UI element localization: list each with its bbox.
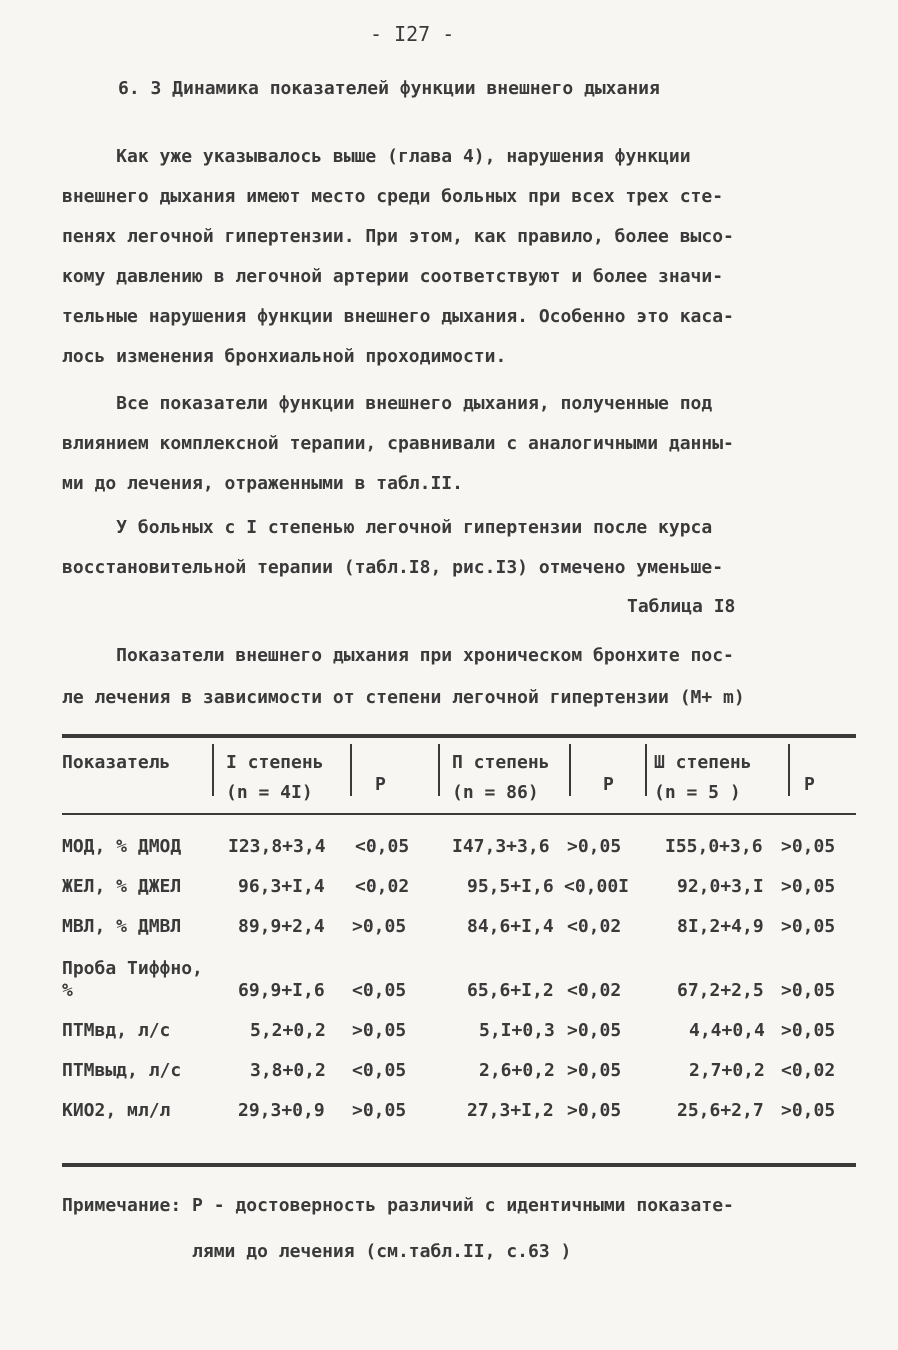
row-p-2: <0,02 — [567, 980, 622, 1001]
row-grade-2-value: 95,5+I,6 — [467, 876, 554, 897]
row-grade-3-value: I55,0+3,6 — [665, 836, 763, 857]
row-p-1: <0,05 — [355, 836, 410, 857]
row-p-2: >0,05 — [567, 1100, 622, 1121]
row-grade-3-value: 25,6+2,7 — [677, 1100, 764, 1121]
row-p-1: >0,05 — [352, 916, 407, 937]
row-indicator: КИО2, мл/л — [62, 1100, 171, 1121]
paragraph-line: Все показатели функции внешнего дыхания, полученные под — [62, 393, 713, 414]
table-label: Таблица I8 — [627, 596, 736, 617]
column-divider — [350, 744, 352, 796]
table-bottom-rule — [62, 1163, 856, 1167]
note-line: Примечание: P - достоверность различий с идентичными показате- — [62, 1195, 734, 1216]
row-indicator: Проба Тиффно, % — [62, 958, 203, 1001]
row-grade-2-value: 5,I+0,3 — [479, 1020, 555, 1041]
paragraph-line: ми до лечения, отраженными в табл.II. — [62, 473, 463, 494]
paragraph-line: У больных с I степенью легочной гипертензии после курса — [62, 517, 713, 538]
row-grade-2-value: 27,3+I,2 — [467, 1100, 554, 1121]
row-p-3: >0,05 — [781, 876, 836, 897]
header-p-3: P — [804, 774, 815, 795]
row-grade-2-value: 2,6+0,2 — [479, 1060, 555, 1081]
row-p-3: >0,05 — [781, 836, 836, 857]
row-grade-3-value: 92,0+3,I — [677, 876, 764, 897]
row-grade-1-value: 69,9+I,6 — [238, 980, 325, 1001]
header-grade-3-n: (n = 5 ) — [654, 782, 741, 803]
row-grade-1-value: I23,8+3,4 — [228, 836, 326, 857]
header-p-2: P — [603, 774, 614, 795]
table-caption — [62, 635, 745, 719]
row-grade-1-value: 96,3+I,4 — [238, 876, 325, 897]
page-number: - I27 - — [370, 22, 455, 46]
row-p-3: >0,05 — [781, 1100, 836, 1121]
row-grade-1-value: 5,2+0,2 — [250, 1020, 326, 1041]
paragraph-line: влиянием комплексной терапии, сравнивали с аналогичными данны- — [62, 433, 734, 454]
column-divider — [645, 744, 647, 796]
row-indicator: МОД, % ДМОД — [62, 836, 182, 857]
paragraph-line: внешнего дыхания имеют место среди больных при всех трех сте- — [62, 186, 724, 207]
header-indicator: Показатель — [62, 752, 171, 773]
table-note — [62, 1183, 734, 1275]
row-p-3: <0,02 — [781, 1060, 836, 1081]
row-indicator: МВЛ, % ДМВЛ — [62, 916, 182, 937]
table-header-rule — [62, 813, 856, 815]
row-p-1: >0,05 — [352, 1020, 407, 1041]
paragraph-3 — [62, 508, 852, 588]
row-p-1: >0,05 — [352, 1100, 407, 1121]
paragraph-1 — [62, 137, 852, 377]
row-p-1: <0,02 — [355, 876, 410, 897]
row-p-2: >0,05 — [567, 836, 622, 857]
caption-line: ле лечения в зависимости от степени легочной гипертензии (M+ m) — [62, 687, 745, 708]
paragraph-line: Как уже указывалось выше (глава 4), нарушения функции — [62, 146, 691, 167]
row-grade-1-value: 3,8+0,2 — [250, 1060, 326, 1081]
column-divider — [569, 744, 571, 796]
note-line: лями до лечения (см.табл.II, с.63 ) — [62, 1241, 572, 1262]
caption-line: Показатели внешнего дыхания при хроническом бронхите пос- — [62, 645, 734, 666]
section-title: 6. 3 Динамика показателей функции внешнего дыхания — [118, 78, 660, 99]
header-grade-2-n: (n = 86) — [452, 782, 539, 803]
header-grade-2: П степень — [452, 752, 550, 773]
row-grade-1-value: 89,9+2,4 — [238, 916, 325, 937]
column-divider — [212, 744, 214, 796]
row-grade-2-value: 65,6+I,2 — [467, 980, 554, 1001]
row-grade-3-value: 8I,2+4,9 — [677, 916, 764, 937]
header-p-1: P — [375, 774, 386, 795]
paragraph-line: тельные нарушения функции внешнего дыхания. Особенно это каса- — [62, 306, 734, 327]
row-indicator: ПТМвд, л/с — [62, 1020, 171, 1041]
table-top-rule — [62, 734, 856, 738]
row-grade-1-value: 29,3+0,9 — [238, 1100, 325, 1121]
header-grade-3: Ш степень — [654, 752, 752, 773]
row-p-2: <0,00I — [564, 876, 630, 897]
paragraph-line: восстановительной терапии (табл.I8, рис.I3) отмечено уменьше- — [62, 557, 724, 578]
paragraph-2 — [62, 384, 852, 504]
row-p-3: >0,05 — [781, 916, 836, 937]
row-p-3: >0,05 — [781, 1020, 836, 1041]
row-grade-3-value: 4,4+0,4 — [689, 1020, 765, 1041]
paragraph-line: пенях легочной гипертензии. При этом, как правило, более высо- — [62, 226, 734, 247]
row-p-1: <0,05 — [352, 980, 407, 1001]
row-p-2: <0,02 — [567, 916, 622, 937]
row-grade-2-value: I47,3+3,6 — [452, 836, 550, 857]
row-p-1: <0,05 — [352, 1060, 407, 1081]
column-divider — [438, 744, 440, 796]
row-p-3: >0,05 — [781, 980, 836, 1001]
row-indicator: ПТМвыд, л/с — [62, 1060, 182, 1081]
header-grade-1-n: (n = 4I) — [226, 782, 313, 803]
row-grade-2-value: 84,6+I,4 — [467, 916, 554, 937]
row-indicator: ЖЕЛ, % ДЖЕЛ — [62, 876, 182, 897]
paragraph-line: лось изменения бронхиальной проходимости. — [62, 346, 507, 367]
paragraph-line: кому давлению в легочной артерии соответствуют и более значи- — [62, 266, 724, 287]
row-grade-3-value: 67,2+2,5 — [677, 980, 764, 1001]
column-divider — [788, 744, 790, 796]
row-grade-3-value: 2,7+0,2 — [689, 1060, 765, 1081]
row-p-2: >0,05 — [567, 1020, 622, 1041]
header-grade-1: I степень — [226, 752, 324, 773]
row-p-2: >0,05 — [567, 1060, 622, 1081]
